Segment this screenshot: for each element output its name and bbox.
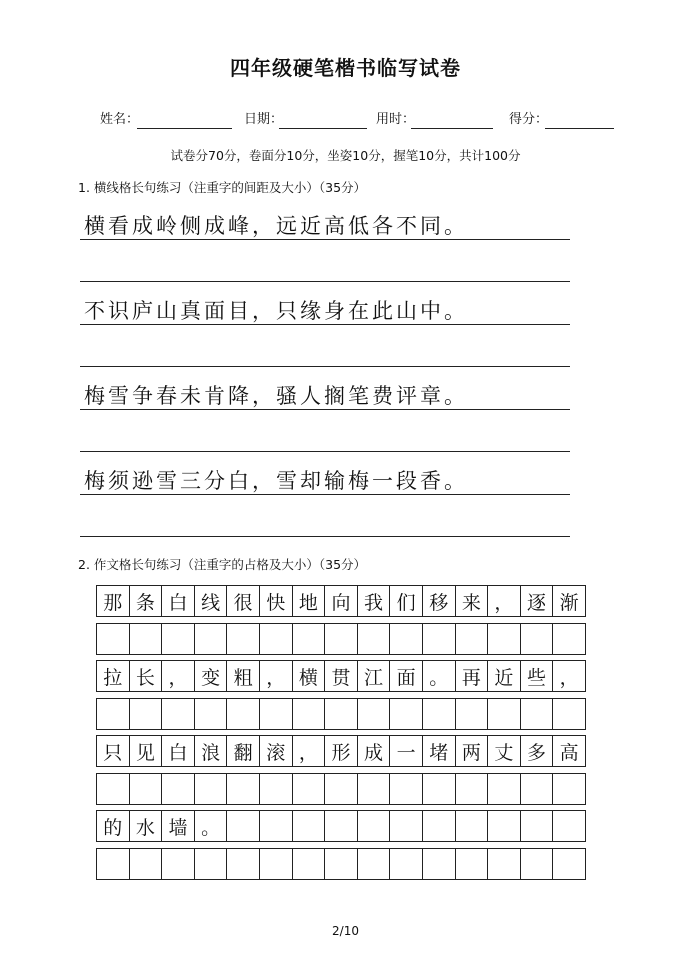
grid-practice-cell[interactable] — [293, 623, 326, 655]
grid-cell — [488, 810, 521, 842]
grid-cell: 水 — [130, 810, 163, 842]
grid-cell — [260, 810, 293, 842]
grid-cell: 翻 — [227, 735, 260, 767]
grid-cell: 墙 — [162, 810, 195, 842]
grid-cell: 快 — [260, 585, 293, 617]
writing-line[interactable] — [80, 214, 570, 240]
grid-cell: ， — [162, 660, 195, 692]
grid-cell: 向 — [325, 585, 358, 617]
grid-cell: 滚 — [260, 735, 293, 767]
grid-cell: 地 — [293, 585, 326, 617]
grid-practice-cell[interactable] — [195, 773, 228, 805]
grid-practice-cell[interactable] — [423, 698, 456, 730]
grid-practice-cell[interactable] — [488, 848, 521, 880]
grid-practice-cell[interactable] — [130, 848, 163, 880]
grid-cell: 长 — [130, 660, 163, 692]
grid-cell: 渐 — [553, 585, 586, 617]
grid-cell: 变 — [195, 660, 228, 692]
grid-practice-cell[interactable] — [97, 698, 130, 730]
grid-cell: 丈 — [488, 735, 521, 767]
grid-cell: 见 — [130, 735, 163, 767]
grid-practice-row — [96, 698, 586, 730]
grid-practice-cell[interactable] — [227, 623, 260, 655]
grid-practice-cell[interactable] — [423, 773, 456, 805]
sample-sentence: 梅须逊雪三分白，雪却输梅一段香。 — [84, 469, 468, 493]
grid-cell: 只 — [97, 735, 130, 767]
sample-sentence: 不识庐山真面目，只缘身在此山中。 — [84, 299, 468, 323]
grid-practice-cell[interactable] — [162, 773, 195, 805]
name-label: 姓名： — [100, 112, 140, 127]
line-rule — [80, 281, 570, 282]
grid-cell — [325, 810, 358, 842]
grid-cell: 多 — [521, 735, 554, 767]
grid-cell: 很 — [227, 585, 260, 617]
grid-cell: ， — [488, 585, 521, 617]
grid-practice-cell[interactable] — [553, 623, 586, 655]
page-title: 四年级硬笔楷书临写试卷 — [230, 56, 461, 80]
grid-cell: 堵 — [423, 735, 456, 767]
grid-practice-cell[interactable] — [293, 773, 326, 805]
time-label: 用时： — [376, 112, 416, 127]
grid-sample-row — [96, 585, 586, 617]
grid-practice-cell[interactable] — [162, 623, 195, 655]
page-number: 2/10 — [332, 924, 359, 938]
writing-line-blank[interactable] — [80, 426, 570, 452]
grid-practice-cell[interactable] — [358, 848, 391, 880]
sample-sentence: 梅雪争春未肯降，骚人搁笔费评章。 — [84, 384, 468, 408]
score-label: 得分： — [509, 112, 549, 127]
grid-cell: ， — [260, 660, 293, 692]
writing-line-blank[interactable] — [80, 341, 570, 367]
grid-cell: 。 — [423, 660, 456, 692]
grid-practice-cell[interactable] — [390, 623, 423, 655]
grid-cell: 横 — [293, 660, 326, 692]
line-rule — [80, 494, 570, 495]
grid-practice-cell[interactable] — [293, 848, 326, 880]
grid-practice-cell[interactable] — [521, 848, 554, 880]
grid-practice-cell[interactable] — [521, 623, 554, 655]
grid-practice-cell[interactable] — [521, 698, 554, 730]
grid-cell: ， — [553, 660, 586, 692]
grid-practice-cell[interactable] — [260, 623, 293, 655]
grid-practice-cell[interactable] — [456, 623, 489, 655]
grid-practice-cell[interactable] — [423, 623, 456, 655]
grid-cell — [390, 810, 423, 842]
section2-heading: 2. 作文格长句练习（注重字的占格及大小）（35分） — [78, 557, 367, 572]
grid-cell: 两 — [456, 735, 489, 767]
grid-cell: 粗 — [227, 660, 260, 692]
grid-practice-cell[interactable] — [553, 773, 586, 805]
grid-practice-cell[interactable] — [488, 773, 521, 805]
grid-practice-cell[interactable] — [553, 848, 586, 880]
line-rule — [80, 451, 570, 452]
grid-cell: 再 — [456, 660, 489, 692]
grid-sample-row — [96, 660, 586, 692]
grid-cell: 逐 — [521, 585, 554, 617]
grid-practice-row — [96, 773, 586, 805]
grid-practice-cell[interactable] — [293, 698, 326, 730]
line-rule — [80, 366, 570, 367]
line-rule — [80, 536, 570, 537]
grid-cell: 贯 — [325, 660, 358, 692]
grid-cell: 。 — [195, 810, 228, 842]
grid-practice-cell[interactable] — [456, 773, 489, 805]
time-field[interactable] — [411, 128, 493, 129]
writing-line[interactable] — [80, 299, 570, 325]
grid-practice-cell[interactable] — [162, 698, 195, 730]
grid-practice-cell[interactable] — [390, 698, 423, 730]
grid-cell: 江 — [358, 660, 391, 692]
grid-sample-row — [96, 735, 586, 767]
grid-practice-cell[interactable] — [488, 698, 521, 730]
grid-practice-cell[interactable] — [130, 773, 163, 805]
writing-line[interactable] — [80, 384, 570, 410]
grid-practice-cell[interactable] — [456, 698, 489, 730]
grid-practice-cell[interactable] — [358, 773, 391, 805]
date-field[interactable] — [279, 128, 367, 129]
grid-practice-cell[interactable] — [227, 848, 260, 880]
grid-cell — [521, 810, 554, 842]
grid-practice-cell[interactable] — [260, 698, 293, 730]
writing-line[interactable] — [80, 469, 570, 495]
grid-practice-cell[interactable] — [488, 623, 521, 655]
grid-cell: 线 — [195, 585, 228, 617]
grid-cell: 成 — [358, 735, 391, 767]
name-field[interactable] — [137, 128, 232, 129]
grid-practice-cell[interactable] — [325, 848, 358, 880]
grid-practice-row — [96, 623, 586, 655]
grid-practice-cell[interactable] — [456, 848, 489, 880]
grid-cell — [358, 810, 391, 842]
grid-cell: 一 — [390, 735, 423, 767]
sample-sentence: 横看成岭侧成峰，远近高低各不同。 — [84, 214, 468, 238]
grid-cell: 面 — [390, 660, 423, 692]
writing-line-blank[interactable] — [80, 511, 570, 537]
grid-practice-cell[interactable] — [195, 623, 228, 655]
grid-practice-cell[interactable] — [325, 773, 358, 805]
grid-practice-cell[interactable] — [195, 848, 228, 880]
grid-cell — [293, 810, 326, 842]
grid-practice-cell[interactable] — [227, 698, 260, 730]
grid-cell: ， — [293, 735, 326, 767]
grid-practice-cell[interactable] — [162, 848, 195, 880]
grid-cell: 来 — [456, 585, 489, 617]
grid-cell — [456, 810, 489, 842]
section1-heading: 1. 横线格长句练习（注重字的间距及大小）（35分） — [78, 180, 367, 195]
grid-practice-cell[interactable] — [130, 698, 163, 730]
grid-practice-cell[interactable] — [97, 773, 130, 805]
grid-practice-cell[interactable] — [195, 698, 228, 730]
grid-practice-cell[interactable] — [553, 698, 586, 730]
grid-practice-cell[interactable] — [227, 773, 260, 805]
grid-cell: 的 — [97, 810, 130, 842]
grid-cell — [423, 810, 456, 842]
grid-cell — [227, 810, 260, 842]
line-rule — [80, 409, 570, 410]
grid-cell: 们 — [390, 585, 423, 617]
score-field[interactable] — [545, 128, 614, 129]
grid-cell: 近 — [488, 660, 521, 692]
grid-cell: 那 — [97, 585, 130, 617]
grid-practice-cell[interactable] — [325, 698, 358, 730]
grid-practice-cell[interactable] — [130, 623, 163, 655]
grid-cell: 白 — [162, 735, 195, 767]
grid-cell: 拉 — [97, 660, 130, 692]
grid-cell — [553, 810, 586, 842]
grid-practice-cell[interactable] — [358, 698, 391, 730]
grid-practice-cell[interactable] — [260, 773, 293, 805]
grid-practice-cell[interactable] — [521, 773, 554, 805]
line-rule — [80, 324, 570, 325]
grid-practice-cell[interactable] — [358, 623, 391, 655]
grid-practice-cell[interactable] — [423, 848, 456, 880]
grid-cell: 条 — [130, 585, 163, 617]
grid-practice-cell[interactable] — [390, 773, 423, 805]
grid-sample-row — [96, 810, 586, 842]
grid-cell: 白 — [162, 585, 195, 617]
line-rule — [80, 239, 570, 240]
writing-line-blank[interactable] — [80, 256, 570, 282]
grid-cell: 些 — [521, 660, 554, 692]
grid-cell: 我 — [358, 585, 391, 617]
grid-practice-cell[interactable] — [260, 848, 293, 880]
date-label: 日期： — [244, 112, 284, 127]
grid-cell: 高 — [553, 735, 586, 767]
grid-practice-cell[interactable] — [97, 623, 130, 655]
grid-practice-cell[interactable] — [97, 848, 130, 880]
student-info-row — [0, 108, 691, 132]
grid-practice-cell[interactable] — [325, 623, 358, 655]
score-breakdown: 试卷分70分，卷面分10分，坐姿10分，握笔10分，共计100分 — [170, 148, 521, 163]
grid-practice-cell[interactable] — [390, 848, 423, 880]
grid-practice-row — [96, 848, 586, 880]
grid-cell: 形 — [325, 735, 358, 767]
grid-cell: 移 — [423, 585, 456, 617]
grid-cell: 浪 — [195, 735, 228, 767]
